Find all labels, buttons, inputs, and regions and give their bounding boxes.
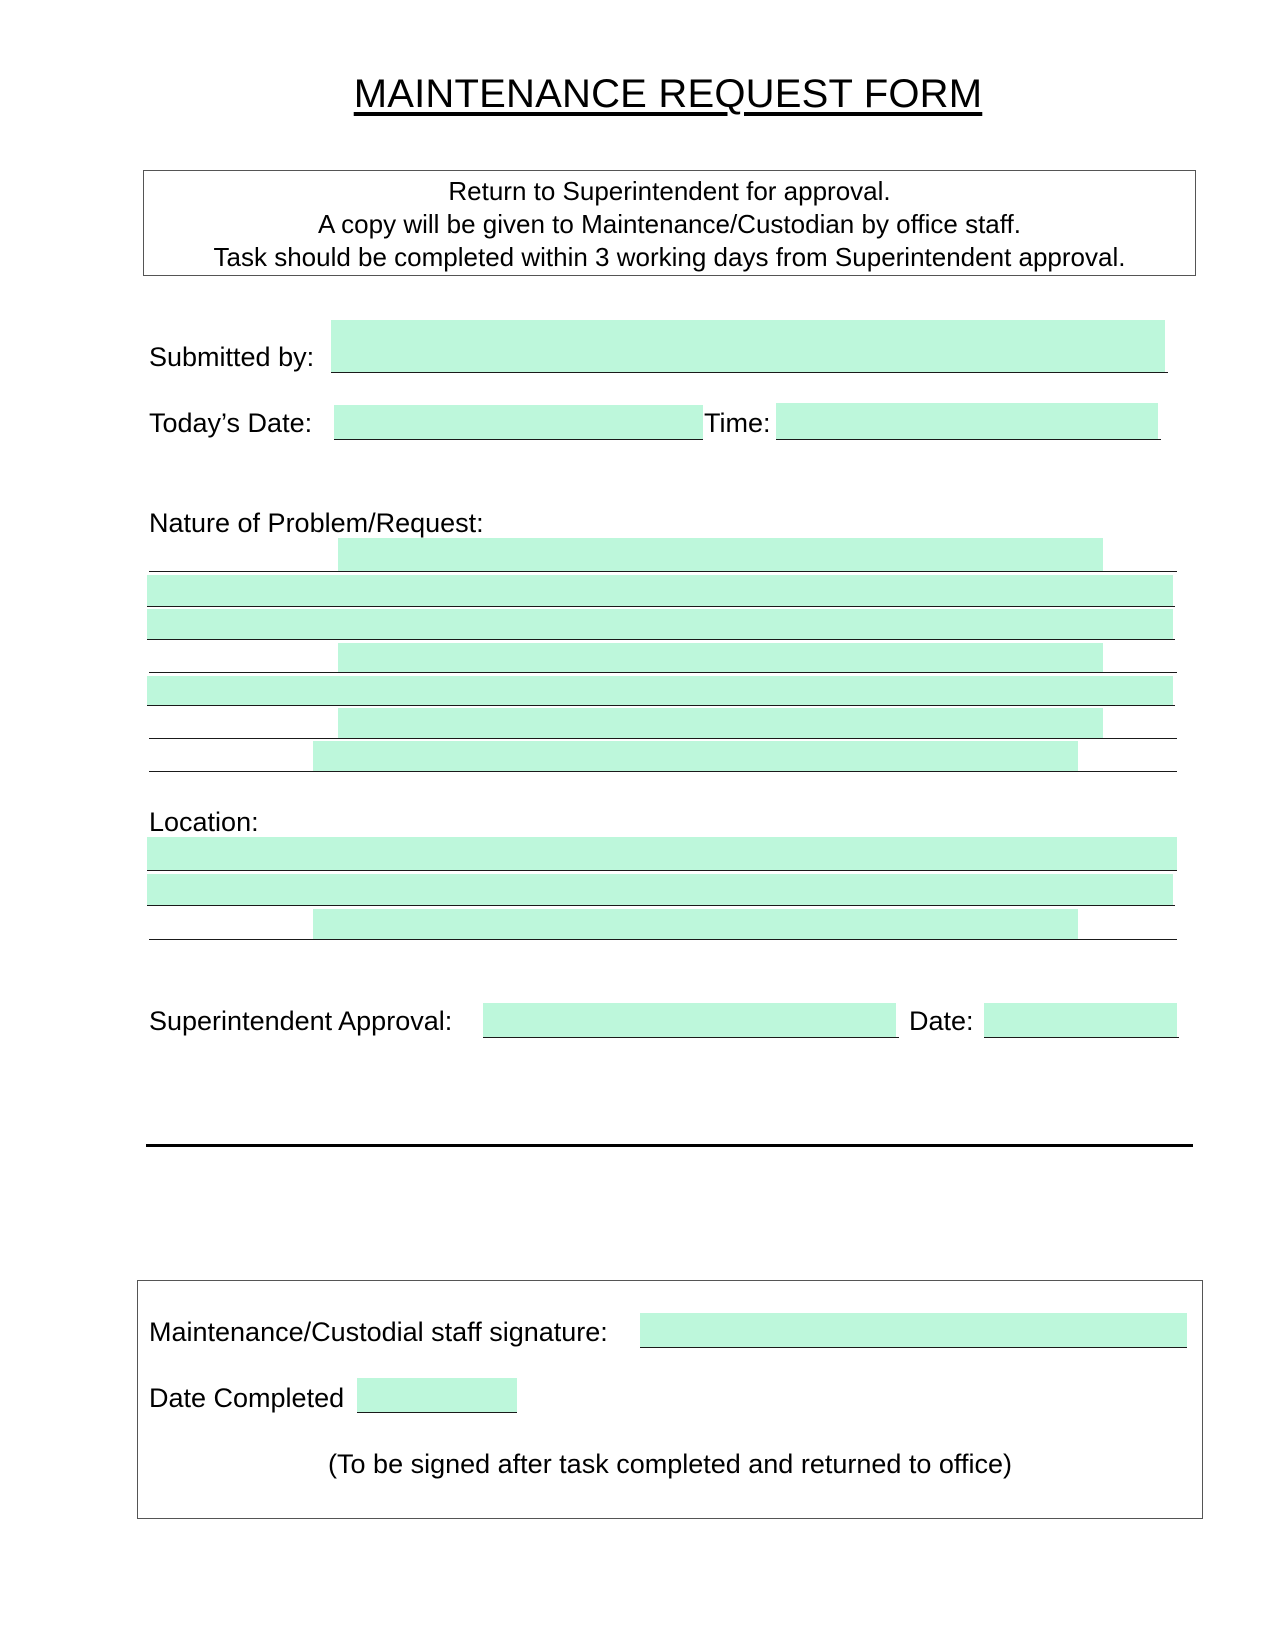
problem-field-5[interactable] — [147, 676, 1173, 705]
location-field-2[interactable] — [147, 874, 1173, 905]
location-field-1[interactable] — [147, 837, 1177, 870]
underline — [331, 372, 1168, 373]
underline — [984, 1037, 1179, 1038]
underline — [640, 1347, 1187, 1348]
problem-field-6[interactable] — [338, 708, 1103, 738]
todays-date-label: Today’s Date: — [149, 408, 313, 438]
section-divider — [146, 1144, 1193, 1147]
underline — [147, 905, 1175, 906]
underline — [149, 939, 1177, 940]
submitted-by-label: Submitted by: — [149, 342, 315, 372]
underline — [149, 672, 1177, 673]
approval-date-label: Date: — [909, 1006, 974, 1036]
submitted-by-field[interactable] — [331, 320, 1165, 372]
form-title: MAINTENANCE REQUEST FORM — [353, 72, 983, 116]
nature-of-problem-label: Nature of Problem/Request: — [149, 508, 484, 538]
date-completed-label: Date Completed — [149, 1383, 345, 1413]
underline — [149, 738, 1177, 739]
instructions-box — [143, 170, 1196, 276]
location-field-3[interactable] — [313, 909, 1078, 939]
underline — [147, 705, 1175, 706]
instruction-line: Return to Superintendent for approval. — [448, 176, 891, 206]
underline — [149, 771, 1177, 772]
todays-date-field[interactable] — [334, 405, 703, 439]
underline — [483, 1037, 899, 1038]
underline — [149, 571, 1177, 572]
staff-signature-label: Maintenance/Custodial staff signature: — [149, 1317, 608, 1347]
staff-signature-field[interactable] — [640, 1313, 1187, 1347]
time-label: Time: — [704, 408, 771, 438]
problem-field-1[interactable] — [338, 538, 1103, 571]
time-field[interactable] — [776, 403, 1158, 439]
underline — [147, 639, 1175, 640]
instruction-line: A copy will be given to Maintenance/Custodian by office staff. — [318, 209, 1021, 239]
underline — [357, 1412, 517, 1413]
footer-note: (To be signed after task completed and returned to office) — [328, 1449, 1012, 1479]
superintendent-approval-label: Superintendent Approval: — [149, 1006, 453, 1036]
problem-field-2[interactable] — [147, 575, 1173, 606]
location-label: Location: — [149, 807, 259, 837]
superintendent-approval-field[interactable] — [483, 1003, 896, 1037]
problem-field-7[interactable] — [313, 741, 1078, 771]
date-completed-field[interactable] — [357, 1378, 517, 1412]
underline — [147, 870, 1177, 871]
problem-field-4[interactable] — [338, 643, 1103, 672]
underline — [334, 439, 703, 440]
underline — [776, 439, 1161, 440]
instruction-line: Task should be completed within 3 working days from Superintendent approval. — [213, 242, 1126, 272]
problem-field-3[interactable] — [147, 609, 1173, 639]
underline — [147, 606, 1175, 607]
approval-date-field[interactable] — [984, 1003, 1177, 1037]
